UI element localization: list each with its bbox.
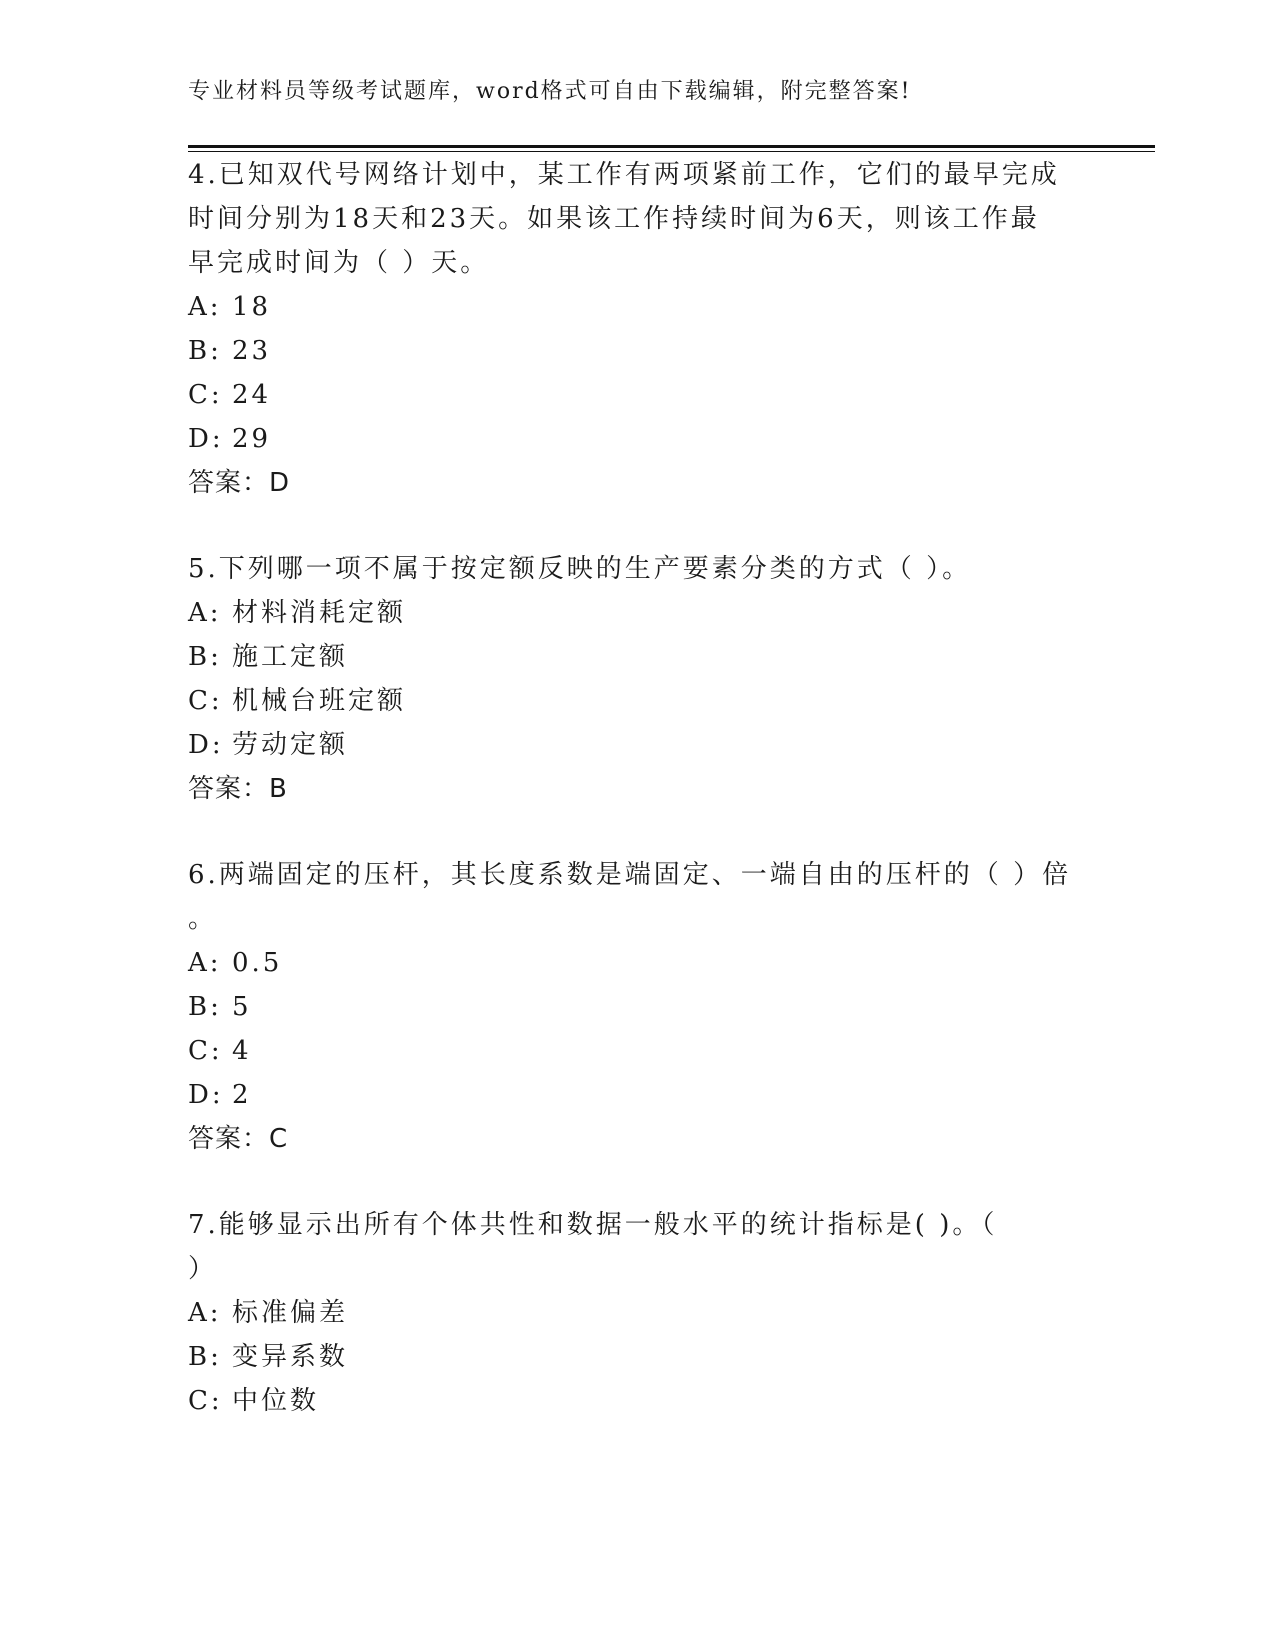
option-letter: D: [188, 424, 224, 454]
question-5-option-b [188, 641, 348, 673]
question-6-option-b [188, 991, 252, 1023]
option-letter: B: [188, 642, 222, 672]
question-6-option-a [188, 947, 282, 979]
option-letter: A: [188, 1298, 222, 1328]
question-4-option-a [188, 291, 271, 323]
option-letter: C: [188, 1386, 223, 1416]
question-4-line-2: 时间分别为18天和23天。如果该工作持续时间为6天，则该工作最 [188, 204, 1040, 234]
option-text: 施工定额 [232, 642, 349, 672]
question-6-answer: 答案：C [188, 1124, 289, 1154]
option-text: 24 [232, 380, 272, 410]
option-text: 劳动定额 [232, 730, 349, 760]
question-6-line-1: 6.两端固定的压杆，其长度系数是端固定、一端自由的压杆的（ ）倍 [188, 860, 1072, 890]
question-7-option-b [188, 1341, 348, 1373]
header-rule-thick [188, 145, 1155, 148]
option-letter: A: [188, 598, 222, 628]
option-text: 中位数 [232, 1386, 320, 1416]
question-5-answer: 答案：B [188, 774, 288, 804]
question-5-line-1: 5.下列哪一项不属于按定额反映的生产要素分类的方式（ ）。 [188, 554, 972, 584]
option-text: 机械台班定额 [232, 686, 407, 716]
option-letter: B: [188, 1342, 222, 1372]
question-6-option-c [188, 1035, 252, 1067]
question-5-option-c [188, 685, 406, 717]
option-text: 2 [232, 1080, 252, 1110]
header-rule-thin [188, 151, 1155, 152]
option-letter: C: [188, 380, 223, 410]
question-5-option-d [188, 729, 348, 761]
question-4-option-b [188, 335, 271, 367]
question-4-line-3: 早完成时间为（ ）天。 [188, 248, 490, 278]
question-6-option-d [188, 1079, 252, 1111]
question-7-line-1: 7.能够显示出所有个体共性和数据一般水平的统计指标是( )。（ [188, 1210, 998, 1240]
option-text: 29 [232, 424, 272, 454]
option-text: 18 [232, 292, 272, 322]
option-letter: A: [188, 948, 222, 978]
question-4-line-1: 4.已知双代号网络计划中，某工作有两项紧前工作，它们的最早完成 [188, 160, 1060, 190]
option-letter: B: [188, 336, 222, 366]
question-4-option-d [188, 423, 271, 455]
question-4-option-c [188, 379, 271, 411]
question-6-line-2: 。 [188, 904, 218, 934]
option-text: 5 [232, 992, 252, 1022]
option-text: 材料消耗定额 [232, 598, 407, 628]
option-letter: C: [188, 1036, 223, 1066]
question-7-option-a [188, 1297, 348, 1329]
option-text: 23 [232, 336, 272, 366]
question-7-option-c [188, 1385, 319, 1417]
page-header: 专业材料员等级考试题库，word格式可自由下载编辑，附完整答案! [188, 79, 912, 104]
question-5-option-a [188, 597, 406, 629]
option-letter: D: [188, 1080, 224, 1110]
option-letter: D: [188, 730, 224, 760]
option-letter: C: [188, 686, 223, 716]
option-text: 标准偏差 [232, 1298, 349, 1328]
option-letter: A: [188, 292, 222, 322]
question-4-answer: 答案：D [188, 468, 291, 498]
option-text: 变异系数 [232, 1342, 349, 1372]
question-7-line-2: ） [188, 1254, 218, 1284]
option-letter: B: [188, 992, 222, 1022]
option-text: 4 [232, 1036, 252, 1066]
option-text: 0.5 [232, 948, 283, 978]
